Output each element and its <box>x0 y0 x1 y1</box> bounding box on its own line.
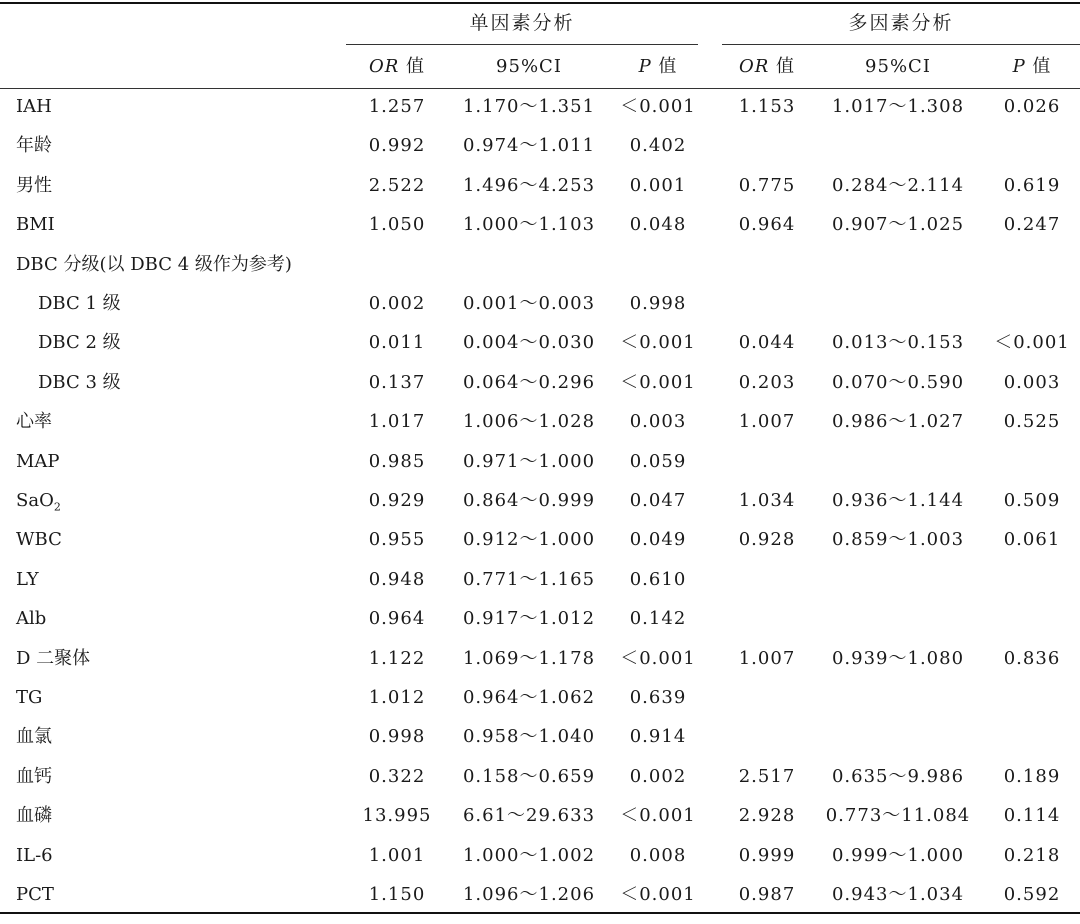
cell-or-multivariate: 0.928 <box>738 529 796 551</box>
cell-or-multivariate <box>722 447 812 486</box>
cell-or-univariate: 2.522 <box>368 174 426 196</box>
row-label-text: DBC 3 级 <box>38 371 121 393</box>
cell-p-univariate: 0.059 <box>629 450 687 472</box>
cell-p-univariate: ＜0.001 <box>620 805 696 827</box>
row-label <box>16 407 346 446</box>
table-row <box>0 328 1080 367</box>
cell-or-univariate <box>346 250 448 289</box>
cell-ci-multivariate <box>812 131 984 170</box>
cell-or-multivariate: 0.964 <box>738 214 796 236</box>
cell-ci-univariate: 0.864～0.999 <box>462 490 596 511</box>
cell-or-univariate: 0.002 <box>368 293 426 314</box>
cell-p-univariate: 0.003 <box>629 411 687 433</box>
table-row <box>0 762 1080 801</box>
cell-ci-univariate: 0.004～0.030 <box>462 332 596 354</box>
cell-ci-multivariate: 0.013～0.153 <box>831 332 965 354</box>
or-label: OR <box>368 56 400 77</box>
cell-or-multivariate: 0.987 <box>738 884 796 905</box>
row-label-text: 血氯 <box>16 726 52 748</box>
col-head-ci-multivariate: 95%CI <box>865 56 931 77</box>
row-label <box>16 683 346 722</box>
table-row <box>0 447 1080 486</box>
cell-p-multivariate: 0.026 <box>1003 96 1061 117</box>
cell-or-univariate: 0.322 <box>368 765 426 787</box>
cell-or-univariate: 13.995 <box>362 805 432 827</box>
cell-or-multivariate: 0.999 <box>738 844 796 866</box>
row-label <box>16 604 346 643</box>
cell-p-multivariate <box>984 722 1080 761</box>
cell-ci-univariate: 0.912～1.000 <box>462 529 596 551</box>
cell-ci-multivariate: 0.999～1.000 <box>831 844 965 866</box>
col-head-ci-univariate: 95%CI <box>496 56 562 77</box>
cell-p-multivariate <box>984 604 1080 643</box>
cell-ci-multivariate: 0.773～11.084 <box>825 805 971 827</box>
cell-p-multivariate <box>984 683 1080 722</box>
cell-ci-univariate: 1.096～1.206 <box>462 884 596 905</box>
cell-or-univariate: 0.964 <box>368 608 426 630</box>
cell-ci-univariate: 6.61～29.633 <box>462 805 596 827</box>
table-row <box>0 841 1080 880</box>
cell-ci-multivariate: 0.986～1.027 <box>831 411 965 433</box>
table-row <box>0 525 1080 564</box>
row-label <box>38 289 368 328</box>
cell-p-univariate: 0.914 <box>629 726 687 748</box>
cell-ci-univariate: 1.000～1.103 <box>462 214 596 236</box>
table-row <box>0 131 1080 170</box>
cell-ci-univariate: 1.006～1.028 <box>462 411 596 433</box>
row-label-text: DBC 1 级 <box>38 293 121 314</box>
table-row <box>0 250 1080 289</box>
row-label <box>16 841 346 880</box>
table-row <box>0 722 1080 761</box>
row-label-text: IL-6 <box>16 844 53 866</box>
table-row <box>0 565 1080 604</box>
col-head-p-multivariate <box>984 54 1080 80</box>
cell-ci-multivariate: 0.070～0.590 <box>831 371 965 393</box>
cell-ci-univariate: 1.000～1.002 <box>462 844 596 866</box>
row-label-text: 血磷 <box>16 805 52 827</box>
cell-p-univariate: 0.001 <box>629 174 687 196</box>
table-row <box>0 210 1080 249</box>
table-row <box>0 368 1080 407</box>
table-row <box>0 92 1080 131</box>
cell-or-univariate: 1.012 <box>368 687 426 708</box>
cell-or-univariate: 0.998 <box>368 726 426 748</box>
cell-ci-multivariate <box>812 250 984 289</box>
cell-ci-multivariate: 0.859～1.003 <box>831 529 965 551</box>
cell-p-univariate: 0.402 <box>629 135 687 157</box>
row-label-text: WBC <box>16 529 62 551</box>
cell-ci-univariate: 0.974～1.011 <box>462 135 596 157</box>
cell-p-univariate: 0.049 <box>629 529 687 551</box>
cell-or-multivariate: 0.203 <box>738 371 796 393</box>
cell-or-multivariate <box>722 722 812 761</box>
cell-p-univariate: 0.002 <box>629 765 687 787</box>
cell-or-multivariate <box>722 289 812 328</box>
cell-ci-multivariate: 0.943～1.034 <box>831 884 965 905</box>
header-rule <box>0 88 1080 89</box>
cell-p-univariate: ＜0.001 <box>620 371 696 393</box>
cell-p-univariate: 0.048 <box>629 214 687 236</box>
table-row <box>0 407 1080 446</box>
row-label-text: D 二聚体 <box>16 647 91 669</box>
cell-ci-univariate: 0.917～1.012 <box>462 608 596 630</box>
value-suffix: 值 <box>651 56 678 77</box>
cell-or-univariate: 0.992 <box>368 135 426 157</box>
cell-or-multivariate: 1.007 <box>738 411 796 433</box>
cell-ci-univariate: 0.971～1.000 <box>462 450 596 472</box>
cell-p-multivariate: 0.114 <box>1003 805 1061 827</box>
cell-ci-multivariate: 0.635～9.986 <box>831 765 965 787</box>
cell-ci-multivariate: 0.284～2.114 <box>831 174 965 196</box>
row-label-text: 年龄 <box>16 135 52 157</box>
cell-or-univariate: 1.001 <box>368 844 426 866</box>
cell-p-multivariate: 0.061 <box>1003 529 1061 551</box>
value-suffix: 值 <box>399 56 426 77</box>
cell-or-multivariate: 2.928 <box>738 805 796 827</box>
cell-ci-multivariate <box>812 604 984 643</box>
cell-or-multivariate <box>722 250 812 289</box>
cell-or-univariate: 0.955 <box>368 529 426 551</box>
table-row <box>0 604 1080 643</box>
cell-p-multivariate: 0.836 <box>1003 647 1061 669</box>
row-label-text: BMI <box>16 214 55 236</box>
group-title-multivariate: 多因素分析 <box>848 12 954 34</box>
row-label-text: DBC 分级(以 DBC 4 级作为参考) <box>16 253 292 275</box>
row-label <box>16 171 346 210</box>
table-row <box>0 801 1080 840</box>
cell-p-multivariate <box>984 131 1080 170</box>
univariate-group-rule <box>346 44 698 45</box>
cell-or-univariate: 0.985 <box>368 450 426 472</box>
row-label <box>16 486 346 525</box>
row-label-subscript: 2 <box>53 500 61 514</box>
cell-or-multivariate <box>722 604 812 643</box>
cell-or-multivariate <box>722 565 812 604</box>
cell-or-multivariate: 2.517 <box>738 765 796 787</box>
row-label-text: PCT <box>16 884 54 905</box>
cell-or-multivariate: 1.034 <box>738 490 796 511</box>
cell-p-multivariate <box>984 289 1080 328</box>
table-row <box>0 289 1080 328</box>
cell-p-multivariate <box>984 565 1080 604</box>
row-label <box>16 131 346 170</box>
row-label-text: 血钙 <box>16 765 52 787</box>
row-label-text: 心率 <box>16 411 52 433</box>
group-title-univariate: 单因素分析 <box>469 12 575 34</box>
row-label <box>38 368 368 407</box>
cell-p-multivariate: 0.003 <box>1003 371 1061 393</box>
cell-ci-univariate: 1.069～1.178 <box>462 647 596 669</box>
row-label <box>16 92 346 131</box>
row-label <box>16 762 346 801</box>
row-label-text: Alb <box>16 608 47 630</box>
cell-ci-univariate: 0.964～1.062 <box>462 687 596 708</box>
table-row <box>0 171 1080 210</box>
cell-or-univariate: 0.011 <box>368 332 426 354</box>
cell-or-univariate: 0.948 <box>368 568 426 590</box>
cell-or-univariate: 1.257 <box>368 96 426 117</box>
cell-p-univariate: 0.639 <box>629 687 687 708</box>
cell-ci-univariate: 0.958～1.040 <box>462 726 596 748</box>
cell-or-multivariate <box>722 131 812 170</box>
cell-ci-univariate: 0.064～0.296 <box>462 371 596 393</box>
cell-or-univariate: 0.929 <box>368 490 426 511</box>
row-label <box>16 447 346 486</box>
cell-ci-multivariate <box>812 447 984 486</box>
cell-ci-multivariate: 1.017～1.308 <box>831 96 965 117</box>
row-label <box>16 801 346 840</box>
cell-p-univariate: 0.047 <box>629 490 687 511</box>
cell-ci-univariate: 0.158～0.659 <box>462 765 596 787</box>
cell-ci-univariate: 0.001～0.003 <box>462 293 596 314</box>
value-suffix: 值 <box>1025 56 1052 77</box>
cell-p-univariate: ＜0.001 <box>620 647 696 669</box>
row-label <box>16 644 346 683</box>
row-label-text: TG <box>16 687 43 708</box>
cell-ci-multivariate <box>812 289 984 328</box>
cell-p-univariate <box>610 250 706 289</box>
cell-ci-multivariate: 0.907～1.025 <box>831 214 965 236</box>
cell-p-univariate: ＜0.001 <box>620 884 696 905</box>
table-row <box>0 644 1080 683</box>
cell-ci-univariate <box>448 250 610 289</box>
row-label <box>16 250 346 289</box>
cell-ci-multivariate: 0.936～1.144 <box>831 490 965 511</box>
row-label-text: MAP <box>16 450 60 472</box>
cell-ci-multivariate <box>812 683 984 722</box>
cell-or-multivariate: 0.775 <box>738 174 796 196</box>
cell-ci-multivariate <box>812 722 984 761</box>
cell-or-univariate: 1.150 <box>368 884 426 905</box>
cell-or-univariate: 1.122 <box>368 647 426 669</box>
row-label-text: SaO <box>16 490 54 511</box>
row-label-text: IAH <box>16 96 52 117</box>
or-label: OR <box>738 56 770 77</box>
cell-p-multivariate: 0.247 <box>1003 214 1061 236</box>
row-label-text: 男性 <box>16 174 52 196</box>
cell-p-multivariate: 0.619 <box>1003 174 1061 196</box>
cell-ci-univariate: 0.771～1.165 <box>462 568 596 590</box>
cell-p-multivariate <box>984 250 1080 289</box>
cell-or-univariate: 0.137 <box>368 371 426 393</box>
cell-or-multivariate: 1.007 <box>738 647 796 669</box>
row-label <box>38 328 368 367</box>
cell-ci-univariate: 1.170～1.351 <box>462 96 596 117</box>
cell-p-multivariate: 0.509 <box>1003 490 1061 511</box>
cell-p-multivariate: 0.189 <box>1003 765 1061 787</box>
cell-or-multivariate: 0.044 <box>738 332 796 354</box>
cell-p-multivariate <box>984 447 1080 486</box>
cell-or-multivariate <box>722 683 812 722</box>
cell-p-multivariate: 0.218 <box>1003 844 1061 866</box>
cell-ci-multivariate <box>812 565 984 604</box>
col-head-p-univariate <box>610 54 706 80</box>
col-head-or-multivariate <box>722 54 812 80</box>
cell-p-univariate: 0.610 <box>629 568 687 590</box>
row-label <box>16 210 346 249</box>
cell-p-univariate: 0.008 <box>629 844 687 866</box>
col-head-or-univariate <box>346 54 448 80</box>
value-suffix: 值 <box>769 56 796 77</box>
cell-p-univariate: ＜0.001 <box>620 96 696 117</box>
cell-p-multivariate: ＜0.001 <box>994 332 1070 354</box>
cell-or-multivariate: 1.153 <box>738 96 796 117</box>
p-label: P <box>638 56 652 77</box>
cell-p-multivariate: 0.592 <box>1003 884 1061 905</box>
table-row <box>0 683 1080 722</box>
bottom-rule <box>0 912 1080 914</box>
row-label <box>16 565 346 604</box>
row-label <box>16 722 346 761</box>
row-label-text: LY <box>16 568 39 590</box>
row-label-text: DBC 2 级 <box>38 332 121 354</box>
cell-ci-univariate: 1.496～4.253 <box>462 174 596 196</box>
cell-or-univariate: 1.017 <box>368 411 426 433</box>
table-row <box>0 486 1080 525</box>
cell-p-univariate: ＜0.001 <box>620 332 696 354</box>
multivariate-group-rule <box>722 44 1080 45</box>
row-label <box>16 525 346 564</box>
p-label: P <box>1012 56 1026 77</box>
cell-or-univariate: 1.050 <box>368 214 426 236</box>
cell-p-univariate: 0.998 <box>629 293 687 314</box>
cell-p-univariate: 0.142 <box>629 608 687 630</box>
cell-ci-multivariate: 0.939～1.080 <box>831 647 965 669</box>
top-rule <box>0 2 1080 4</box>
cell-p-multivariate: 0.525 <box>1003 411 1061 433</box>
